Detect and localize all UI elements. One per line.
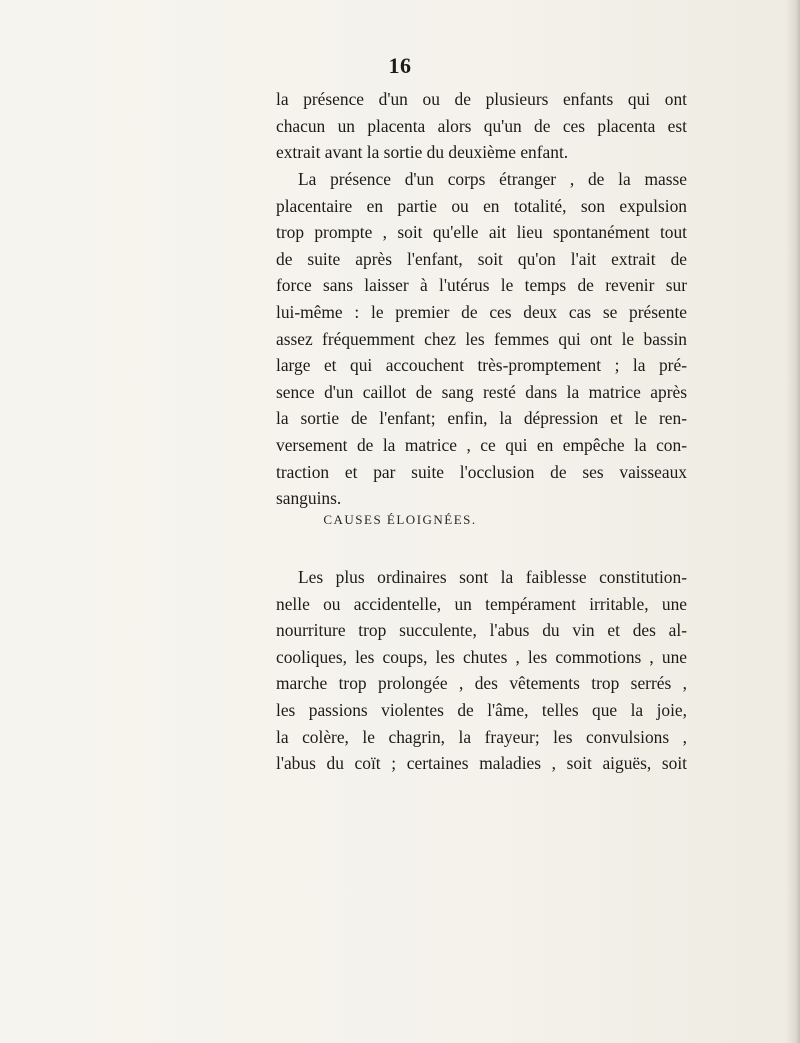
text-line: nourriture trop succulente, l'abus du vin et des al-	[276, 620, 687, 641]
text-line: traction et par suite l'occlusion de ses vaisseaux	[276, 461, 687, 482]
text-line: de suite après l'enfant, soit qu'on l'ait extrait de	[276, 248, 687, 269]
text-line: la présence d'un ou de plusieurs enfants qui ont	[276, 89, 687, 109]
paragraph-2	[276, 166, 687, 512]
text-line: extrait avant la sortie du deuxième enfant.	[276, 142, 569, 163]
text-line: Les plus ordinaires sont la faiblesse constitution-	[298, 567, 687, 587]
text-line: sence d'un caillot de sang resté dans la matrice après	[276, 381, 687, 402]
section-heading: CAUSES ÉLOIGNÉES.	[323, 512, 477, 527]
text-line: la colère, le chagrin, la frayeur; les convulsions ,	[276, 726, 687, 747]
paragraph-1	[276, 86, 687, 166]
text-line: sanguins.	[276, 488, 342, 509]
text-line: versement de la matrice , ce qui en empêche la con-	[276, 434, 687, 455]
text-line: les passions violentes de l'âme, telles que la joie,	[276, 699, 687, 720]
text-line: chacun un placenta alors qu'un de ces placenta est	[276, 115, 687, 136]
text-line: l'abus du coït ; certaines maladies , soit aiguës, soit	[276, 753, 687, 774]
text-line: assez fréquemment chez les femmes qui ont le bassin	[276, 328, 687, 349]
text-line: lui-même : le premier de ces deux cas se présente	[276, 301, 687, 322]
text-line: force sans laisser à l'utérus le temps de revenir sur	[276, 275, 687, 296]
text-line: marche trop prolongée , des vêtements trop serrés ,	[276, 673, 687, 694]
text-line: La présence d'un corps étranger , de la masse	[298, 169, 687, 189]
text-line: placentaire en partie ou en totalité, son expulsion	[276, 195, 687, 216]
paragraph-3	[276, 564, 687, 777]
text-line: nelle ou accidentelle, un tempérament irritable, une	[276, 593, 687, 614]
page-number: 16	[388, 53, 412, 78]
text-line: large et qui accouchent très-promptement ; la pré-	[276, 355, 687, 376]
text-line: cooliques, les coups, les chutes , les commotions , une	[276, 646, 687, 667]
text-line: la sortie de l'enfant; enfin, la dépression et le ren-	[276, 408, 687, 429]
text-line: trop prompte , soit qu'elle ait lieu spontanément tout	[276, 222, 687, 243]
